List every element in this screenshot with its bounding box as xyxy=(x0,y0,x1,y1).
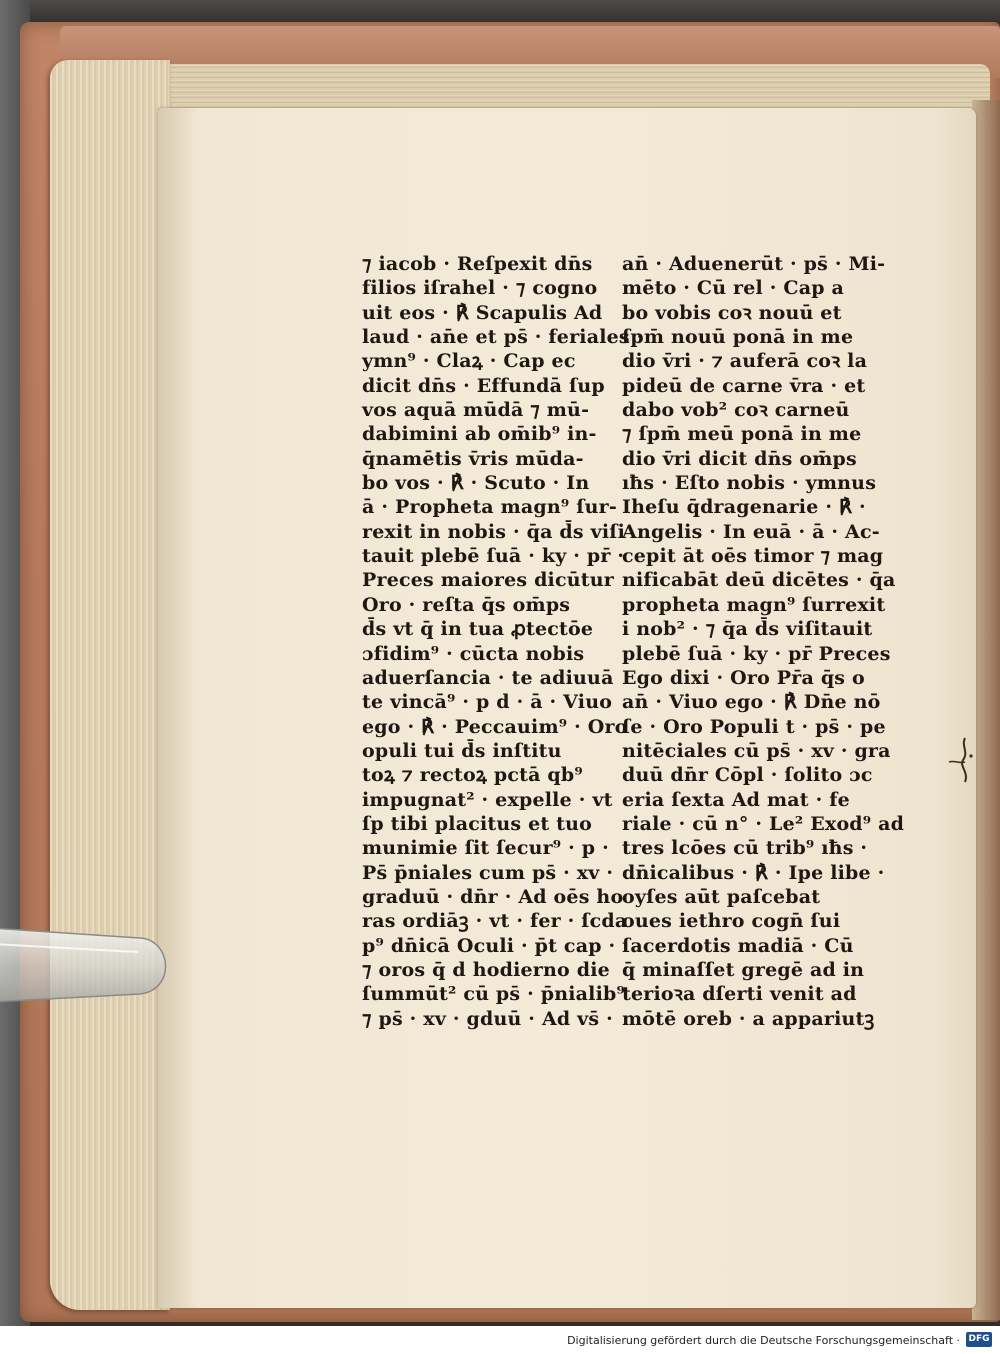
text-line: ⁊ iacob · Reſpexit dn̄s xyxy=(362,253,593,275)
text-line: terioꝛa dſerti venit ad xyxy=(622,983,857,1006)
text-line: ⁊ ſpm̄ meū ponā in me xyxy=(622,423,862,446)
text-line: munimie ſit ſecur⁹ · p · xyxy=(362,837,609,860)
text-column-left xyxy=(362,252,644,1031)
text-line: te vincā⁹ · p d · ā · Viuo xyxy=(362,691,613,714)
text-column-right xyxy=(622,252,905,1031)
bookmark-strip xyxy=(0,910,180,1010)
text-line: ⁊ ps̄ · xv · gduū · Ad vs̄ · xyxy=(362,1007,613,1030)
text-line: Ps̄ p̄niales cum ps̄ · xv · xyxy=(362,861,614,884)
text-line: bo vos · ℟ · Scuto · In xyxy=(362,472,590,495)
footer-credit: Digitalisierung gefördert durch die Deutsche Forschungsgemeinschaft · xyxy=(567,1334,960,1347)
text-line: dabo vob² coꝛ carneū xyxy=(622,399,850,422)
text-line: ɔfidim⁹ · cūcta nobis xyxy=(362,642,585,665)
text-line: vos aquā mūdā ⁊ mū- xyxy=(362,399,590,422)
text-line: graduū · dn̄r · Ad oēs ho xyxy=(362,885,624,908)
text-line: ⁊ oros q̄ d hodierno die xyxy=(362,958,610,981)
text-line: ſacerdotis madiā · Cū xyxy=(622,934,854,957)
text-line: oyſes aūt paſcebat xyxy=(622,885,821,908)
text-line: dabimini ab om̄ib⁹ in- xyxy=(362,423,597,446)
text-line: uit eos · ℟ Scapulis Ad xyxy=(362,301,603,324)
text-line: an̄ · Viuo ego · ℟ Dn̄e nō xyxy=(622,691,881,714)
text-line: mōtē oreb · a appariutꝫ xyxy=(622,1007,875,1030)
spine-shadow xyxy=(158,108,198,1308)
text-line: q̄ minaſſet gregē ad in xyxy=(622,958,865,981)
ink-mark xyxy=(935,732,979,788)
text-line: pideū de carne v̄ra · et xyxy=(622,374,866,397)
text-line: plebē ſuā · ky · pr̄ Preces xyxy=(622,642,891,665)
text-line: ras ordiāꝫ · vt · fer · ſcda xyxy=(362,910,628,933)
text-line: Iheſu q̄dragenarie · ℟ · xyxy=(622,496,866,519)
text-line: p⁹ dn̄icā Oculi · p̄t cap · xyxy=(362,934,616,957)
text-line: d̄s vt q̄ in tua ꝓtectōe xyxy=(362,618,594,641)
text-line: dio v̄ri dicit dn̄s om̄ps xyxy=(622,447,857,470)
text-line: cepit āt oēs timor ⁊ mag xyxy=(622,545,884,568)
text-line: toꝝ ⁊ rectoꝝ pctā qb⁹ xyxy=(362,764,583,787)
text-line: tres lcōes cū trib⁹ ıħs · xyxy=(622,837,868,860)
text-line: ā · Propheta magn⁹ ſur- xyxy=(362,496,617,519)
text-line: laud · an̄e et ps̄ · feriales · xyxy=(362,326,644,349)
text-line: q̄namētis v̄ris mūda- xyxy=(362,447,584,470)
page-edges-left xyxy=(50,60,170,1310)
text-line: filios iſrahel · ⁊ cogno xyxy=(362,277,598,300)
text-line: Ego dixi · Oro Pr̄a q̄s o xyxy=(622,666,865,689)
text-line: ego · ℟ · Peccauim⁹ · Oro xyxy=(362,715,628,738)
text-line: aduerſancia · te adiuuā xyxy=(362,666,614,689)
text-line: ıħs · Eſto nobis · ymnus xyxy=(622,472,877,495)
text-line: i nob² · ⁊ q̄a d̄s viſitauit xyxy=(622,618,873,641)
cover-right-edge xyxy=(972,100,1000,1320)
text-line: Oro · reſta q̄s om̄ps xyxy=(362,593,571,616)
text-line: ſp tibi placitus et tuo xyxy=(362,812,593,835)
text-line: riale · cū n° · Le² Exod⁹ ad xyxy=(622,812,905,835)
text-line: propheta magn⁹ ſurrexit xyxy=(622,593,886,616)
text-line: Preces maiores dicūtur xyxy=(362,569,614,592)
dfg-logo: DFG xyxy=(966,1332,992,1347)
text-line: eria ſexta Ad mat · fe xyxy=(622,788,850,811)
text-line: an̄ · Aduenerūt · ps̄ · Mi- xyxy=(622,253,886,275)
text-line: duū dn̄r Cōpl · ſolito ɔc xyxy=(622,764,873,787)
footer-bar xyxy=(0,1326,1000,1354)
text-line: oues iethro cogn̄ ſui xyxy=(622,910,841,933)
text-line: dio v̄ri · ⁊ auferā coꝛ la xyxy=(622,350,868,373)
text-line: ſe · Oro Populi t · ps̄ · pe xyxy=(622,715,886,738)
text-line: rexit in nobis · q̄a d̄s viſi xyxy=(362,520,626,543)
text-line: dicit dn̄s · Effundā ſup xyxy=(362,374,605,397)
text-line: opuli tui d̄s inſtitu xyxy=(362,739,562,762)
text-line: impugnat² · expelle · vt xyxy=(362,788,613,811)
text-line: ſpm̄ nouū ponā in me xyxy=(622,326,854,349)
text-line: mēto · Cū rel · Cap a xyxy=(622,277,845,300)
text-line: ymn⁹ · Claꝝ · Cap ec xyxy=(362,350,576,373)
text-line: nificabāt deū dicētes · q̄a xyxy=(622,569,896,592)
text-line: ſummūt² cū ps̄ · p̄nialib⁹ xyxy=(362,983,626,1006)
text-line: tauit plebē ſuā · ky · pr̄ · xyxy=(362,545,625,568)
text-line: dn̄icalibus · ℟ · Ipe libe · xyxy=(622,861,885,884)
text-line: Angelis · In euā · ā · Ac- xyxy=(622,520,880,543)
text-line: bo vobis coꝛ nouū et xyxy=(622,301,842,324)
text-line: nitēciales cū ps̄ · xv · gra xyxy=(622,739,891,762)
